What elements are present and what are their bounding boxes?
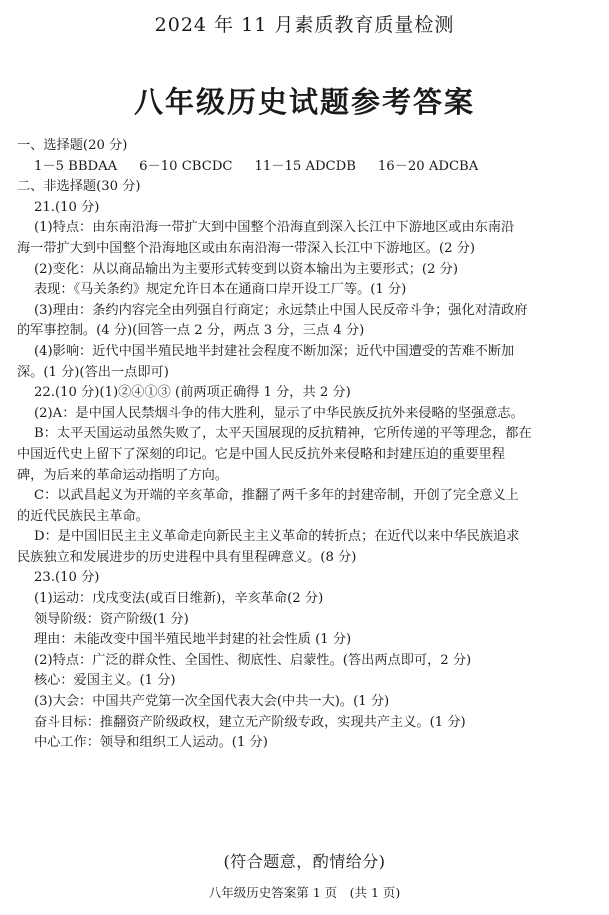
page-footer: 八年级历史答案第 1 页 (共 1 页) <box>208 885 401 900</box>
page-title: 八年级历史试题参考答案 <box>133 85 475 119</box>
q22-line: (2)A：是中国人民禁烟斗争的伟大胜利，显示了中华民族反抗外来侵略的坚强意志。 <box>34 405 524 421</box>
grading-note: (符合题意，酌情给分) <box>223 852 386 871</box>
q22-line: 的近代民族民主革命。 <box>17 508 149 524</box>
q23-line: 奋斗目标：推翻资产阶级政权，建立无产阶级专政，实现共产主义。(1 分) <box>34 714 466 730</box>
exam-title: 2024 年 11 月素质教育质量检测 <box>154 14 455 36</box>
q23-line: (3)大会：中国共产党第一次全国代表大会(中共一大)。(1 分) <box>34 694 390 710</box>
q22-line: 碑，为后来的革命运动指明了方向。 <box>17 467 228 483</box>
answer-group: 11－15 ADCDB <box>254 158 356 174</box>
answer-group: 16－20 ADCBA <box>377 158 479 174</box>
q22-line: B：太平天国运动虽然失败了，太平天国展现的反抗精神，它所传递的平等理念，都在 <box>34 426 532 442</box>
q22-line: 中国近代史上留下了深刻的印记。它是中国人民反抗外来侵略和封建压迫的重要里程 <box>17 446 505 462</box>
q21-line: 海一带扩大到中国整个沿海地区或由东南沿海一带深入长江中下游地区。(2 分) <box>17 240 476 256</box>
q23-line: 中心工作：领导和组织工人运动。(1 分) <box>34 735 268 751</box>
choice-answers <box>17 157 597 178</box>
q22-line: D：是中国旧民主主义革命走向新民主主义革命的转折点；在近代以来中华民族追求 <box>34 529 520 545</box>
q23-line: 核心：爱国主义。(1 分) <box>34 673 176 689</box>
q21-number: 21.(10 分) <box>34 199 100 215</box>
q23-line: (2)特点：广泛的群众性、全国性、彻底性、启蒙性。(答出两点即可，2 分) <box>34 652 472 668</box>
q21-line: 的军事控制。(4 分)(回答一点 2 分，两点 3 分，三点 4 分) <box>17 323 365 339</box>
q22-number: 22.(10 分)(1)②④①③ (前两项正确得 1 分，共 2 分) <box>34 385 351 401</box>
q22-line: 民族独立和发展进步的历史进程中具有里程碑意义。(8 分) <box>17 549 357 565</box>
q21-line: (2)变化：从以商品输出为主要形式转变到以资本输出为主要形式；(2 分) <box>34 261 458 277</box>
q23-number: 23.(10 分) <box>34 570 100 586</box>
answer-group: 1－5 BBDAA <box>34 158 118 174</box>
q22-line: C：以武昌起义为开端的辛亥革命，推翻了两千多年的封建帝制，开创了完全意义上 <box>34 488 519 504</box>
q21-line: (4)影响：近代中国半殖民地半封建社会程度不断加深；近代中国遭受的苦难不断加 <box>34 343 515 359</box>
answer-group: 6－10 CBCDC <box>139 158 233 174</box>
q21-line: (3)理由：条约内容完全由列强自行商定；永远禁止中国人民反帝斗争；强化对清政府 <box>34 302 528 318</box>
q21-line: 表现：《马关条约》规定允许日本在通商口岸开设工厂等。(1 分) <box>34 282 407 298</box>
q21-line: 深。(1 分)(答出一点即可) <box>17 364 169 380</box>
answer-body <box>17 136 597 754</box>
q23-line: 理由：未能改变中国半殖民地半封建的社会性质 (1 分) <box>34 632 352 648</box>
q23-line: 领导阶级：资产阶级(1 分) <box>34 611 189 627</box>
q21-line: (1)特点：由东南沿海一带扩大到中国整个沿海直到深入长江中下游地区或由东南沿 <box>34 220 515 236</box>
q23-line: (1)运动：戊戌变法(或百日维新)，辛亥革命(2 分) <box>34 591 324 607</box>
section2-heading: 二、非选择题(30 分) <box>17 179 141 195</box>
section1-heading: 一、选择题(20 分) <box>17 138 128 153</box>
